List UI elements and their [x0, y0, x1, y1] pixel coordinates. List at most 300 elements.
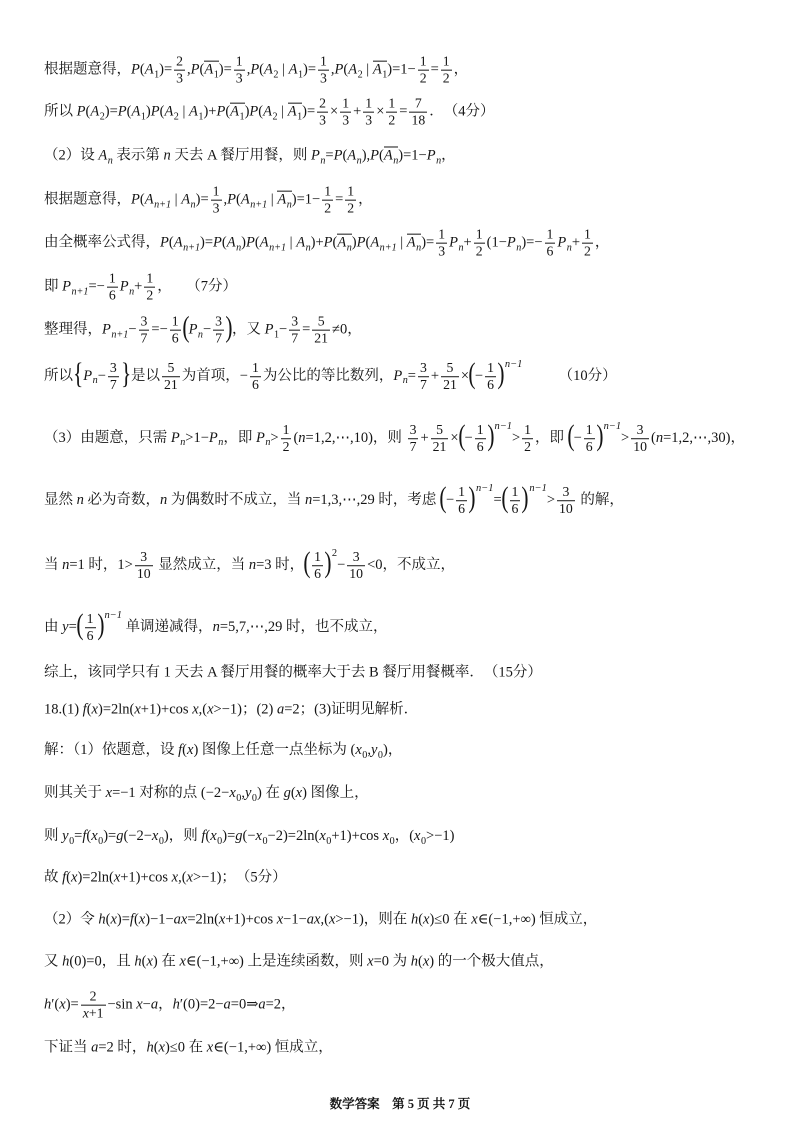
- solution-line-18: [44, 869, 287, 886]
- math-variable: x: [422, 953, 430, 970]
- page-footer: 数学答案 第 5 页 共 7 页: [329, 1097, 471, 1111]
- fraction: [317, 96, 328, 129]
- math-variable: x: [206, 1039, 214, 1056]
- text-run: )≤0 在: [164, 1039, 207, 1056]
- text-run: 由: [44, 618, 63, 635]
- text-run: ，即: [223, 429, 256, 446]
- text-run: +1)+cos: [331, 827, 383, 844]
- math-variable: A: [296, 234, 306, 251]
- solution-line-15: [44, 742, 402, 762]
- text-run: )=2ln(: [97, 701, 135, 718]
- text-run: ，又: [231, 321, 265, 338]
- text-run: (: [342, 147, 348, 164]
- fraction: [582, 227, 593, 260]
- math-variable: P: [449, 234, 458, 251]
- text-run: 2: [99, 111, 105, 123]
- text-run: 3: [365, 112, 373, 128]
- text-run: >−1)，则在: [335, 911, 411, 928]
- text-run: 0: [98, 835, 104, 847]
- math-variable: P: [249, 103, 259, 120]
- text-run: 3: [215, 313, 223, 329]
- superscript: n−1: [504, 359, 523, 371]
- math-variable: x: [151, 827, 159, 844]
- text-run: 2: [173, 111, 179, 123]
- math-variable: x: [255, 827, 262, 844]
- text-run: 5: [436, 422, 443, 438]
- fraction-numerator: [409, 96, 427, 113]
- text-run: ) 的一个极大值点，: [429, 953, 554, 970]
- text-run: (: [126, 103, 132, 120]
- text-run: )=: [302, 103, 316, 120]
- math-variable: A: [277, 191, 287, 208]
- math-variable: a: [258, 996, 266, 1013]
- text-run: ): [145, 103, 151, 120]
- large-delimiter: ): [96, 608, 105, 641]
- text-run: （10分）: [522, 367, 617, 384]
- text-run: 0: [389, 835, 395, 847]
- text-run: =: [335, 191, 344, 208]
- text-run: (: [153, 1039, 159, 1056]
- text-run: 2: [584, 243, 591, 259]
- text-run: 1: [524, 422, 532, 438]
- text-run: =3 时，: [256, 556, 305, 573]
- text-run: 1: [235, 53, 243, 69]
- math-variable: h: [98, 911, 106, 928]
- text-run: (: [139, 61, 145, 78]
- large-delimiter: ): [486, 419, 495, 452]
- text-run: 1: [365, 95, 373, 111]
- text-run: 2: [388, 112, 396, 128]
- text-run: (: [236, 191, 241, 208]
- math-variable: A: [230, 103, 240, 120]
- text-run: 所以: [44, 367, 73, 384]
- text-run: (: [205, 827, 211, 844]
- math-variable: P: [62, 278, 71, 295]
- math-variable: x: [319, 827, 326, 844]
- math-variable: x: [59, 996, 66, 1013]
- fraction-numerator: [485, 360, 496, 377]
- superscript: n−1: [603, 421, 622, 433]
- text-run: 3: [320, 70, 327, 86]
- text-run: ,: [330, 61, 335, 78]
- subscript: n: [92, 375, 98, 387]
- text-run: ×: [450, 429, 459, 446]
- fraction-denominator: [475, 439, 486, 455]
- fraction-denominator: [144, 288, 155, 304]
- text-run: (: [293, 429, 299, 446]
- text-run: ，(: [394, 827, 415, 844]
- fraction-denominator: [409, 113, 427, 129]
- text-run: )≤0 在: [429, 911, 472, 928]
- text-run: ′(0)=2−: [179, 996, 224, 1013]
- text-run: <0，不成立，: [367, 556, 455, 573]
- math-variable: x: [218, 911, 226, 928]
- math-variable: n: [248, 556, 257, 573]
- math-variable: x: [171, 869, 179, 886]
- text-run: +1)+cos: [225, 911, 277, 928]
- subscript: n: [190, 199, 196, 211]
- math-variable: y: [62, 618, 69, 635]
- text-run: ，: [594, 234, 610, 251]
- text-run: (: [86, 701, 92, 718]
- solution-line-9: [44, 421, 745, 455]
- math-variable: P: [334, 61, 344, 78]
- text-run: 6: [585, 438, 593, 454]
- text-run: )=: [104, 103, 118, 120]
- math-variable: n: [76, 491, 84, 508]
- fraction-numerator: [363, 96, 374, 113]
- text-run: ∈(−1,+∞) 上是连续函数，则: [185, 953, 368, 970]
- text-run: )=: [195, 191, 209, 208]
- fraction-denominator: [418, 377, 429, 393]
- text-run: 1: [320, 53, 327, 69]
- math-variable: P: [188, 321, 198, 338]
- text-run: −: [97, 367, 106, 384]
- math-variable: P: [426, 147, 436, 164]
- subscript: n: [516, 242, 522, 254]
- text-run: ′(: [51, 996, 60, 1013]
- math-variable: x: [158, 1039, 165, 1056]
- text-run: >: [546, 491, 555, 508]
- text-run: 1: [198, 111, 204, 123]
- fraction-numerator: [162, 360, 180, 377]
- math-variable: A: [406, 234, 416, 251]
- fraction-denominator: [162, 377, 180, 393]
- text-run: >−1)； （5分）: [192, 869, 287, 886]
- text-run: 1: [140, 111, 146, 123]
- text-run: 1: [476, 422, 484, 438]
- text-run: =−: [151, 321, 168, 338]
- math-variable: x: [192, 701, 199, 718]
- solution-line-12: [44, 610, 388, 644]
- fraction-denominator: [312, 566, 323, 582]
- math-variable: y: [244, 784, 252, 801]
- math-variable: n: [62, 556, 70, 573]
- fraction-denominator: [340, 113, 351, 129]
- fraction: [557, 484, 575, 517]
- large-delimiter: ): [324, 546, 332, 579]
- text-run: 1: [297, 111, 303, 123]
- math-variable: A: [189, 103, 198, 120]
- fraction-numerator: [386, 96, 397, 113]
- fraction: [234, 54, 245, 87]
- math-variable: n: [305, 491, 313, 508]
- text-run: =: [325, 147, 334, 164]
- text-run: 1: [324, 183, 332, 199]
- solution-line-7: [44, 311, 362, 347]
- text-run: 0: [251, 792, 257, 804]
- math-variable: g: [116, 827, 124, 844]
- text-run: 1: [419, 53, 427, 69]
- math-variable: P: [119, 278, 129, 295]
- fraction-numerator: [318, 54, 329, 71]
- fraction: [144, 271, 155, 304]
- math-variable: A: [263, 103, 272, 120]
- text-run: 故: [44, 869, 63, 886]
- text-run: =: [399, 103, 408, 120]
- math-variable: P: [213, 234, 222, 251]
- text-run: ,(: [198, 701, 208, 718]
- math-variable: x: [382, 827, 390, 844]
- math-variable: a: [91, 1039, 99, 1056]
- fraction: [436, 227, 447, 260]
- fraction: [211, 184, 222, 217]
- fraction: [289, 314, 300, 347]
- subscript: n: [305, 242, 311, 254]
- fraction: [418, 360, 429, 393]
- math-variable: x: [105, 784, 113, 801]
- text-run: −: [573, 429, 582, 446]
- subscript: n+1: [154, 199, 172, 211]
- text-run: ) 图像上，: [302, 784, 369, 801]
- text-run: 7: [140, 330, 148, 346]
- text-run: 根据题意得，: [44, 61, 131, 78]
- text-run: 2: [89, 988, 97, 1004]
- overline-group: [230, 102, 244, 123]
- fraction-numerator: [250, 360, 261, 377]
- fraction: [474, 227, 485, 260]
- fraction-denominator: [363, 113, 374, 129]
- math-variable: h: [62, 953, 70, 970]
- subscript: n: [402, 375, 408, 387]
- fraction-numerator: [312, 314, 330, 331]
- text-run: 1: [171, 313, 179, 329]
- fraction-numerator: [170, 314, 181, 331]
- text-run: (: [159, 103, 165, 120]
- math-variable: f: [62, 869, 67, 886]
- fraction-denominator: [174, 71, 185, 87]
- math-variable: P: [323, 234, 333, 251]
- math-variable: x: [186, 869, 193, 886]
- fraction-numerator: [108, 360, 119, 377]
- text-run: (: [221, 234, 227, 251]
- math-variable: P: [131, 61, 140, 78]
- text-run: 21: [314, 330, 329, 346]
- solution-line-5: [44, 227, 609, 260]
- subscript: n: [320, 155, 326, 167]
- text-run: ，即: [535, 429, 568, 446]
- text-run: >1−: [185, 429, 209, 446]
- fraction-denominator: [107, 288, 118, 304]
- fraction: [441, 360, 459, 393]
- text-run: ，: [441, 147, 456, 164]
- text-run: >: [621, 429, 630, 446]
- math-variable: x: [207, 701, 214, 718]
- math-variable: x: [91, 827, 98, 844]
- fraction-denominator: [322, 201, 333, 217]
- text-run: 3: [438, 243, 446, 259]
- text-run: =2 时，: [98, 1039, 147, 1056]
- text-run: |: [396, 234, 407, 251]
- fraction-numerator: [418, 360, 429, 377]
- text-run: 1: [475, 226, 483, 242]
- text-run: ,: [246, 61, 251, 78]
- text-run: +: [463, 234, 472, 251]
- fraction-numerator: [408, 422, 419, 439]
- subscript: n: [416, 242, 422, 254]
- large-delimiter: (: [182, 311, 190, 344]
- math-variable: A: [98, 147, 108, 164]
- text-run: 为公比的等比数列，: [262, 367, 394, 384]
- fraction: [170, 314, 181, 347]
- fraction: [584, 422, 595, 455]
- text-run: 为偶数时不成立，当: [167, 491, 305, 508]
- text-run: 1: [382, 69, 388, 81]
- subscript: n: [286, 199, 292, 211]
- math-variable: x: [71, 869, 78, 886]
- solution-line-6: [44, 271, 237, 304]
- text-run: 6: [546, 243, 554, 259]
- math-variable: P: [190, 61, 200, 78]
- text-run: (: [379, 147, 384, 164]
- text-run: 3: [562, 484, 570, 500]
- fraction: [81, 989, 106, 1022]
- text-run: 0: [217, 835, 223, 847]
- math-variable: x: [210, 827, 217, 844]
- text-run: (: [182, 741, 187, 758]
- text-run: ,: [367, 741, 371, 758]
- overline-group: [337, 233, 351, 254]
- math-variable: x: [471, 911, 478, 928]
- math-variable: x: [295, 784, 303, 801]
- text-run: (0)=0，且: [69, 953, 135, 970]
- fraction-numerator: [418, 54, 429, 71]
- subscript: n: [107, 155, 113, 167]
- text-run: )+: [203, 103, 217, 120]
- math-variable: f: [178, 741, 183, 758]
- text-run: )=: [421, 234, 435, 251]
- math-variable: P: [76, 103, 86, 120]
- fraction: [431, 422, 449, 455]
- text-run: 21: [443, 376, 457, 392]
- text-run: 2: [282, 438, 290, 454]
- text-run: +1)+cos: [140, 701, 193, 718]
- text-run: 1: [282, 422, 290, 438]
- fraction-numerator: [345, 184, 356, 201]
- text-run: 解：（1）依题意，设: [44, 741, 179, 758]
- math-variable: P: [83, 367, 93, 384]
- large-delimiter: (: [457, 419, 466, 452]
- text-run: 所以: [44, 103, 77, 120]
- text-run: 0: [377, 749, 383, 761]
- text-run: |: [178, 103, 190, 120]
- math-variable: P: [356, 234, 366, 251]
- math-variable: P: [264, 321, 274, 338]
- fraction: [139, 314, 150, 347]
- fraction-numerator: [456, 484, 467, 501]
- text-run: 根据题意得，: [44, 191, 131, 208]
- text-run: (: [133, 911, 139, 928]
- text-run: 10: [559, 500, 573, 516]
- fraction-numerator: [213, 314, 224, 331]
- fraction-denominator: [418, 71, 429, 87]
- superscript: n−1: [475, 483, 494, 495]
- text-run: ． （4分）: [429, 103, 495, 120]
- math-variable: A: [204, 61, 214, 78]
- text-run: 6: [476, 438, 484, 454]
- text-run: 0: [326, 835, 332, 847]
- fraction-numerator: [144, 271, 155, 288]
- overline-group: [384, 146, 398, 167]
- math-variable: x: [328, 911, 336, 928]
- math-variable: P: [160, 234, 169, 251]
- math-variable: A: [226, 234, 236, 251]
- text-run: 1: [584, 226, 591, 242]
- overline-group: [373, 60, 387, 81]
- text-run: 1: [438, 226, 446, 242]
- text-run: ): [244, 103, 250, 120]
- fraction-denominator: [317, 113, 328, 129]
- subscript: n+1: [71, 286, 89, 298]
- fraction-numerator: [322, 184, 333, 201]
- text-run: =1,2,⋯,30)，: [663, 429, 745, 446]
- text-run: |: [286, 234, 297, 251]
- subscript: n+1: [111, 329, 129, 341]
- fraction-numerator: [510, 484, 521, 501]
- text-run: >: [511, 429, 521, 446]
- math-variable: x: [91, 701, 98, 718]
- text-run: )=: [200, 234, 214, 251]
- fraction-denominator: [135, 566, 153, 582]
- fraction-denominator: [408, 439, 419, 455]
- text-run: =1 时，1>: [69, 556, 133, 573]
- math-variable: n: [160, 491, 168, 508]
- fraction-denominator: [545, 244, 556, 260]
- text-run: 6: [487, 376, 494, 392]
- text-run: 6: [458, 500, 466, 516]
- text-run: 1: [388, 95, 396, 111]
- text-run: (: [651, 429, 656, 446]
- text-run: 2: [146, 287, 154, 303]
- math-variable: x: [276, 911, 284, 928]
- text-run: 1: [273, 329, 280, 341]
- solution-line-3: [44, 146, 456, 167]
- math-variable: P: [131, 191, 140, 208]
- text-run: (: [199, 61, 205, 78]
- fraction: [85, 611, 96, 644]
- text-run: =1,3,⋯,29 时，考虑: [312, 491, 441, 508]
- text-run: 2: [273, 69, 279, 81]
- fraction-denominator: [85, 628, 96, 644]
- text-run: 1: [546, 226, 554, 242]
- fraction: [322, 184, 333, 217]
- text-run: −: [464, 429, 473, 446]
- math-variable: A: [288, 61, 298, 78]
- fraction-denominator: [318, 71, 329, 87]
- text-run: )=2ln(: [77, 869, 114, 886]
- text-run: ),: [361, 147, 371, 164]
- fraction: [418, 54, 429, 87]
- math-variable: y: [62, 827, 69, 844]
- text-run: 5: [446, 360, 454, 376]
- text-run: (: [418, 911, 424, 928]
- math-variable: x: [134, 701, 141, 718]
- math-variable: f: [82, 827, 87, 844]
- fraction-numerator: [474, 227, 485, 244]
- text-run: 3: [176, 70, 184, 86]
- text-run: ， （7分）: [157, 278, 237, 295]
- text-run: 当: [44, 556, 63, 573]
- text-run: 18.(1): [44, 701, 83, 718]
- math-variable: x: [146, 953, 153, 970]
- text-run: =: [302, 321, 311, 338]
- solution-line-2: [44, 96, 494, 129]
- fraction-denominator: [557, 501, 575, 517]
- math-variable: A: [372, 61, 382, 78]
- text-run: =: [68, 618, 77, 635]
- text-run: >−1)；(2): [213, 701, 277, 718]
- text-run: 0: [262, 835, 268, 847]
